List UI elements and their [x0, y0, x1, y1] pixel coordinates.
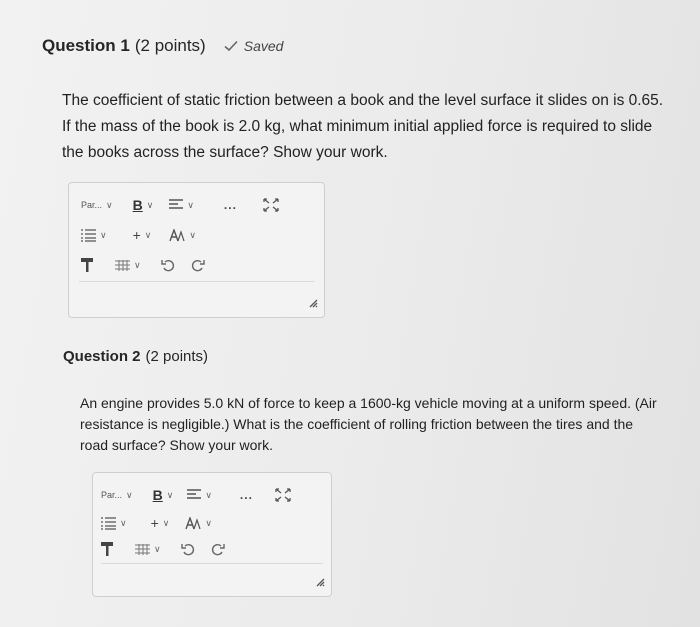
- align-icon: [169, 199, 183, 211]
- list-button[interactable]: [81, 229, 107, 242]
- checkmark-icon: [224, 40, 238, 52]
- toolbar-row-2: [101, 513, 212, 533]
- toolbar-row-3: [101, 539, 225, 559]
- insert-button[interactable]: [151, 515, 170, 531]
- chevron-down-icon: ∨: [146, 199, 154, 210]
- answer-editor-1[interactable]: [68, 182, 325, 318]
- text-format-button[interactable]: [169, 229, 196, 242]
- chevron-down-icon: ∨: [134, 259, 141, 270]
- bold-button[interactable]: [133, 197, 154, 213]
- table-button[interactable]: [135, 544, 161, 555]
- redo-icon: [211, 542, 225, 556]
- more-options-button[interactable]: [240, 488, 253, 502]
- toolbar-divider: [101, 563, 323, 564]
- toolbar-row-3: [81, 255, 205, 275]
- question-2-text: An engine provides 5.0 kN of force to keep a 1600-kg vehicle moving at a uniform speed. (Air resistance is negligible.) What is the coefficient of rolling friction between the tires and the road surface? Show your work.: [80, 395, 657, 453]
- list-button[interactable]: [101, 517, 127, 530]
- align-button[interactable]: [169, 199, 194, 211]
- bold-label: B: [152, 487, 163, 503]
- table-icon: [115, 260, 130, 271]
- bold-button[interactable]: [153, 487, 174, 503]
- insert-button[interactable]: [133, 227, 152, 243]
- saved-label: Saved: [243, 38, 284, 54]
- chevron-down-icon: ∨: [205, 517, 212, 528]
- chevron-down-icon: ∨: [154, 543, 161, 554]
- align-button[interactable]: [187, 489, 212, 501]
- text-format-button[interactable]: [185, 517, 212, 530]
- format-painter-icon: [81, 258, 93, 272]
- paragraph-format-dropdown[interactable]: [101, 490, 133, 501]
- chevron-down-icon: ∨: [100, 229, 107, 240]
- paragraph-format-dropdown[interactable]: [81, 200, 113, 211]
- list-icon: [101, 517, 116, 530]
- chevron-down-icon: ∨: [126, 489, 133, 500]
- toolbar-divider: [79, 281, 314, 282]
- resize-handle-icon[interactable]: [315, 574, 325, 592]
- question-2-title: Question 2: [63, 348, 141, 365]
- chevron-down-icon: ∨: [189, 229, 196, 240]
- chevron-down-icon: ∨: [205, 489, 212, 500]
- fullscreen-button[interactable]: [275, 488, 291, 502]
- question-1-text: The coefficient of static friction between a book and the level surface it slides on is 0.65. If the mass of the book is 2.0 kg, what minimum initial applied force is required to slide the books across the surface? Show your work.: [62, 92, 664, 161]
- question-2-header: [63, 348, 208, 365]
- toolbar-row-1: [101, 485, 291, 505]
- answer-editor-2[interactable]: [92, 472, 332, 597]
- paragraph-format-label: Par...: [101, 490, 123, 500]
- question-2-points: (2 points): [145, 348, 209, 365]
- question-1-points: (2 points): [134, 36, 206, 55]
- text-format-icon: [185, 517, 201, 530]
- question-1-header: [42, 36, 283, 56]
- undo-icon: [161, 258, 175, 272]
- chevron-down-icon: ∨: [106, 199, 113, 210]
- format-painter-icon: [101, 542, 113, 556]
- insert-label: +: [132, 227, 141, 243]
- insert-label: +: [150, 515, 159, 531]
- resize-handle-icon[interactable]: [308, 295, 318, 313]
- undo-icon: [181, 542, 195, 556]
- table-icon: [135, 544, 150, 555]
- toolbar-row-2: [81, 225, 196, 245]
- align-icon: [187, 489, 201, 501]
- more-options-label: ...: [223, 198, 237, 212]
- toolbar-row-1: [81, 195, 279, 215]
- more-options-label: ...: [239, 488, 253, 502]
- chevron-down-icon: ∨: [144, 229, 152, 240]
- format-painter-button[interactable]: [101, 542, 113, 556]
- undo-button[interactable]: [161, 258, 175, 272]
- bold-label: B: [132, 197, 143, 213]
- question-1-title: Question 1: [42, 36, 130, 55]
- undo-button[interactable]: [181, 542, 195, 556]
- format-painter-button[interactable]: [81, 258, 93, 272]
- chevron-down-icon: ∨: [120, 517, 127, 528]
- redo-icon: [191, 258, 205, 272]
- list-icon: [81, 229, 96, 242]
- more-options-button[interactable]: [224, 198, 237, 212]
- fullscreen-button[interactable]: [263, 198, 279, 212]
- redo-button[interactable]: [191, 258, 205, 272]
- table-button[interactable]: [115, 260, 141, 271]
- expand-icon: [275, 488, 291, 502]
- paragraph-format-label: Par...: [81, 200, 103, 210]
- text-format-icon: [169, 229, 185, 242]
- redo-button[interactable]: [211, 542, 225, 556]
- chevron-down-icon: ∨: [162, 517, 170, 528]
- saved-status: [224, 38, 284, 54]
- expand-icon: [263, 198, 279, 212]
- chevron-down-icon: ∨: [187, 199, 194, 210]
- chevron-down-icon: ∨: [166, 489, 174, 500]
